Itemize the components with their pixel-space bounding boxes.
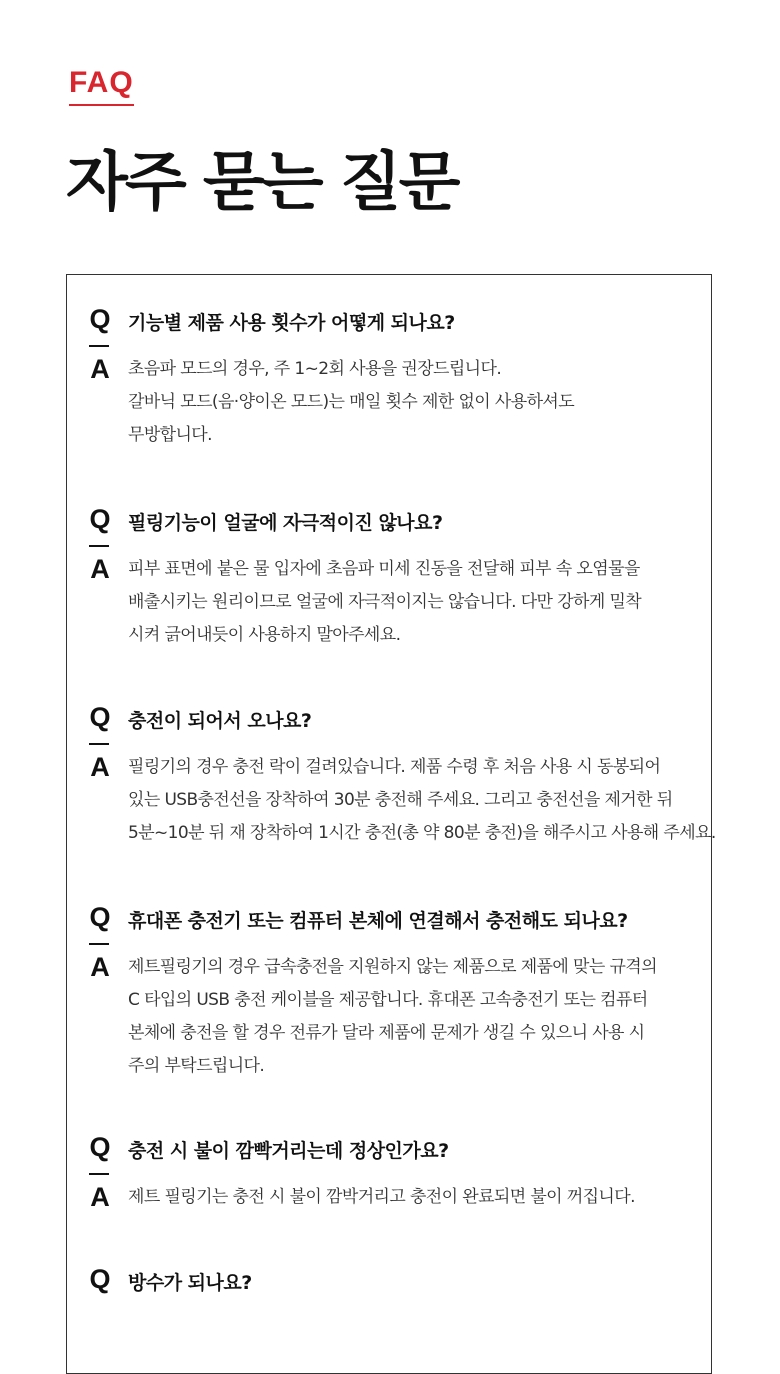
faq-question[interactable]: 휴대폰 충전기 또는 컴퓨터 본체에 연결해서 충전해도 되나요? [128, 910, 628, 932]
page-title: 자주 묻는 질문 [66, 146, 458, 220]
answer-line: 배출시키는 원리이므로 얼굴에 자극적이지는 않습니다. 다만 강하게 밀착 [128, 592, 642, 612]
answer-line: 필링기의 경우 충전 락이 걸려있습니다. 제품 수령 후 처음 사용 시 동봉되어 [128, 757, 661, 777]
question-marker: Q [89, 902, 111, 932]
question-divider [89, 545, 109, 547]
answer-line: 초음파 모드의 경우, 주 1~2회 사용을 권장드립니다. [128, 359, 502, 379]
faq-answer [128, 751, 716, 850]
answer-line: 5분~10분 뒤 재 장착하여 1시간 충전(총 약 80분 충전)을 해주시고 사용해 주세요. [128, 823, 716, 843]
question-marker: Q [89, 304, 111, 334]
answer-line: 있는 USB충전선을 장착하여 30분 충전해 주세요. 그리고 충전선을 제거한 뒤 [128, 790, 673, 810]
question-marker: Q [89, 702, 111, 732]
question-marker: Q [89, 504, 111, 534]
faq-question[interactable]: 기능별 제품 사용 횟수가 어떻게 되나요? [128, 312, 455, 334]
answer-marker: A [90, 554, 110, 584]
question-divider [89, 943, 109, 945]
answer-line: 무방합니다. [128, 425, 212, 445]
faq-answer [128, 553, 713, 652]
faq-list [66, 274, 716, 1374]
answer-marker: A [90, 752, 110, 782]
faq-question[interactable]: 충전이 되어서 오나요? [128, 710, 312, 732]
answer-marker: A [90, 354, 110, 384]
answer-line: 피부 표면에 붙은 물 입자에 초음파 미세 진동을 전달해 피부 속 오염물을 [128, 559, 640, 579]
question-marker: Q [89, 1132, 111, 1162]
answer-marker: A [90, 1182, 110, 1212]
answer-line: 갈바닉 모드(음·양이온 모드)는 매일 횟수 제한 없이 사용하셔도 [128, 392, 575, 412]
faq-question[interactable]: 필링기능이 얼굴에 자극적이진 않나요? [128, 512, 443, 534]
question-marker: Q [89, 1264, 111, 1294]
faq-question[interactable]: 방수가 되나요? [128, 1272, 252, 1294]
answer-line: 제트필링기의 경우 급속충전을 지원하지 않는 제품으로 제품에 맞는 규격의 [128, 957, 657, 977]
faq-answer [128, 1181, 713, 1214]
answer-line: 본체에 충전을 할 경우 전류가 달라 제품에 문제가 생길 수 있으니 사용 시 [128, 1023, 645, 1043]
answer-line: 시켜 긁어내듯이 사용하지 말아주세요. [128, 625, 401, 645]
faq-answer [128, 353, 713, 452]
faq-label: FAQ [69, 64, 134, 106]
answer-line: 제트 필링기는 충전 시 불이 깜박거리고 충전이 완료되면 불이 꺼집니다. [128, 1187, 635, 1207]
answer-line: 주의 부탁드립니다. [128, 1056, 265, 1076]
answer-marker: A [90, 952, 110, 982]
question-divider [89, 743, 109, 745]
question-divider [89, 1173, 109, 1175]
faq-question[interactable]: 충전 시 불이 깜빡거리는데 정상인가요? [128, 1140, 449, 1162]
question-divider [89, 345, 109, 347]
faq-answer [128, 951, 713, 1083]
answer-line: C 타입의 USB 충전 케이블을 제공합니다. 휴대폰 고속충전기 또는 컴퓨터 [128, 990, 648, 1010]
